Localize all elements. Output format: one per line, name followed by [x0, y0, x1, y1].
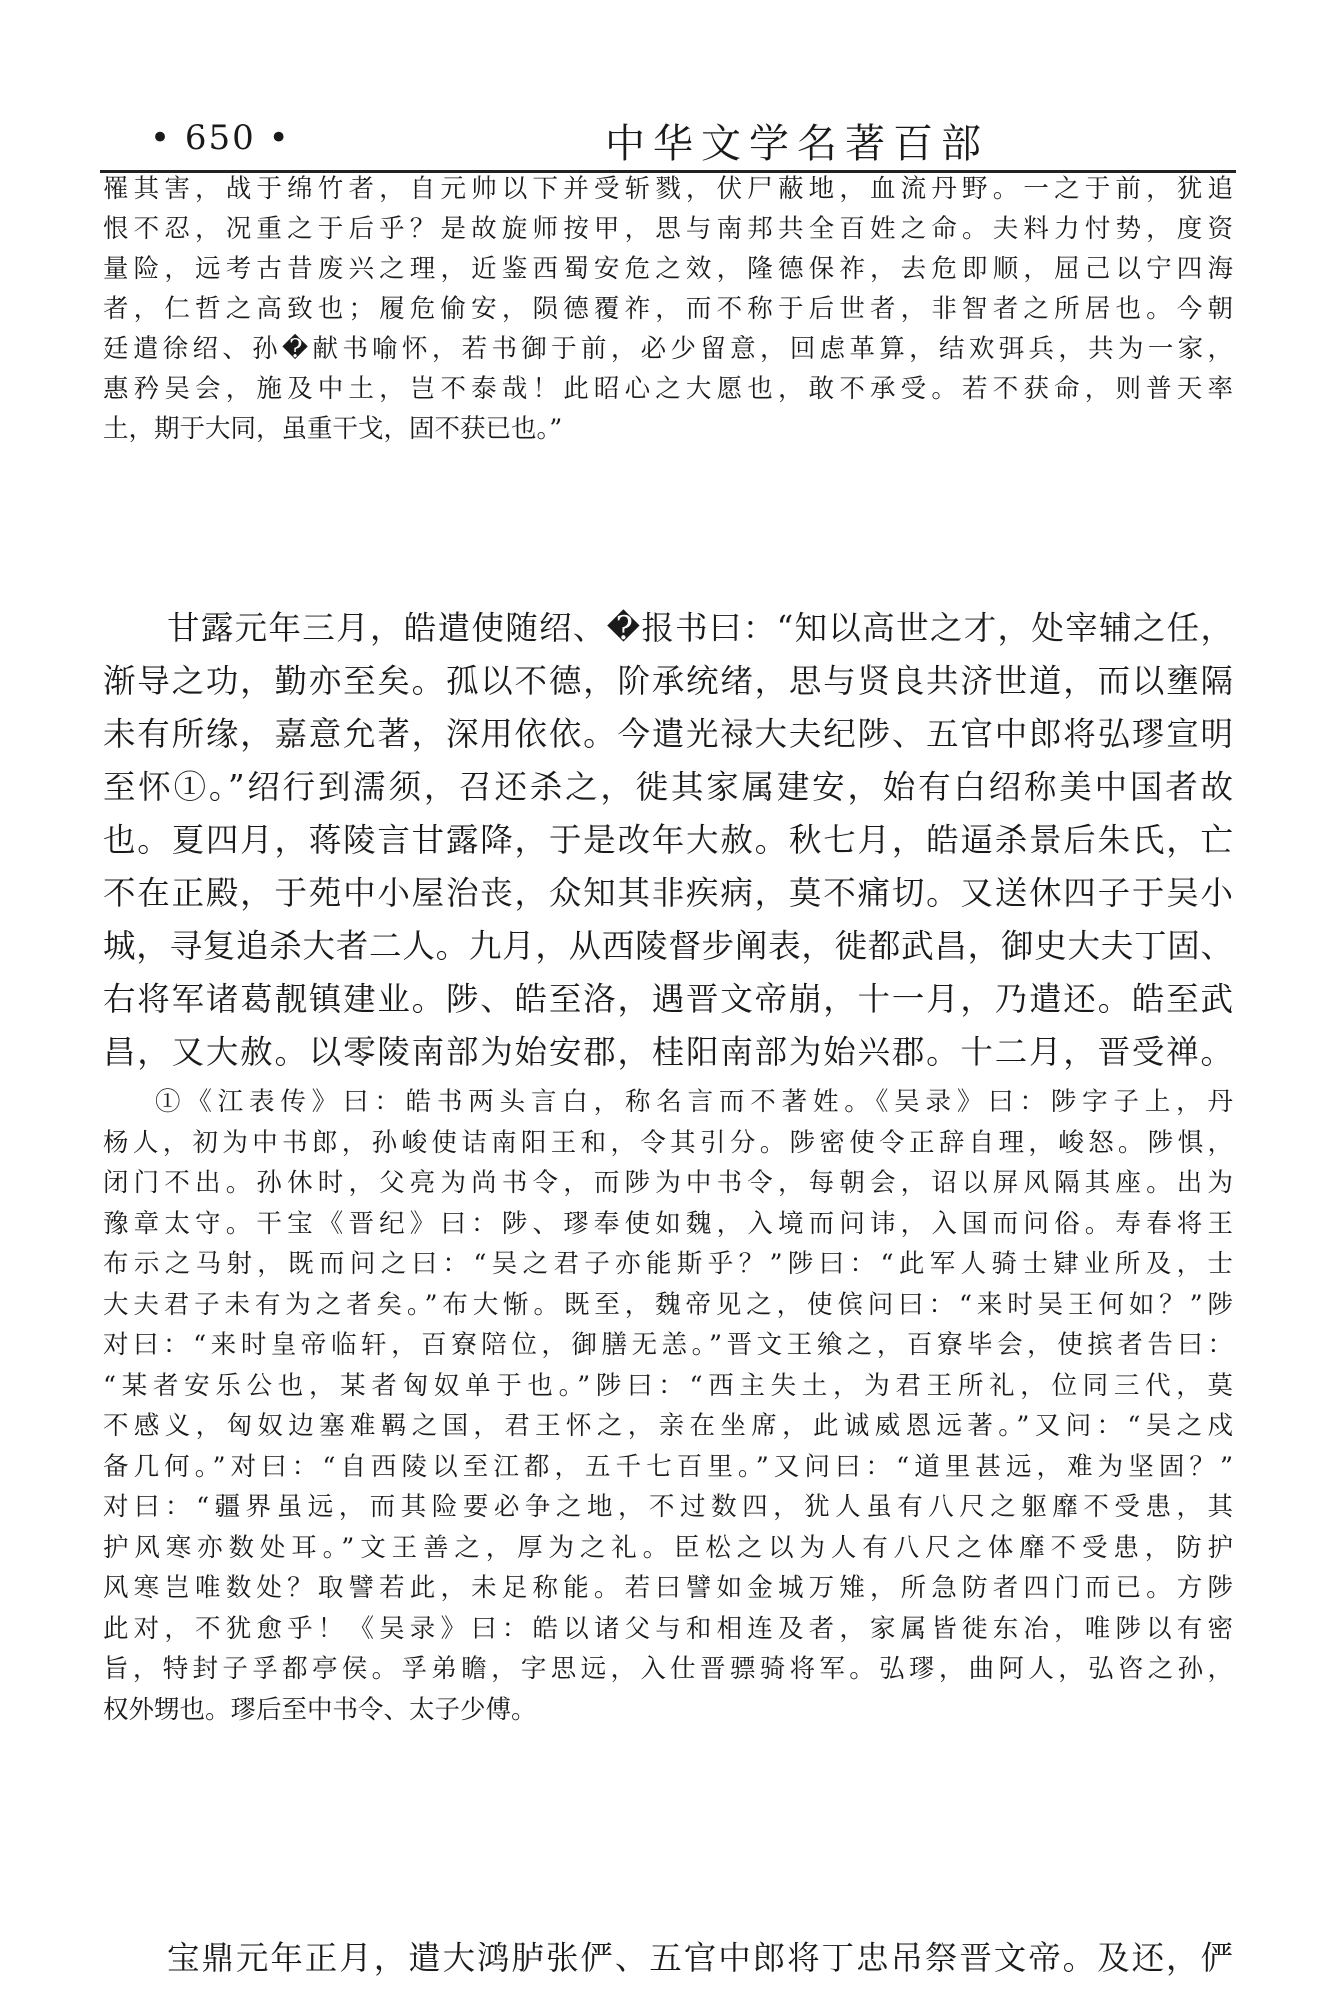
book-title: 中华文学名著百部 — [605, 121, 989, 167]
page-header — [100, 108, 1236, 168]
page-number: • 650 • — [150, 118, 291, 158]
